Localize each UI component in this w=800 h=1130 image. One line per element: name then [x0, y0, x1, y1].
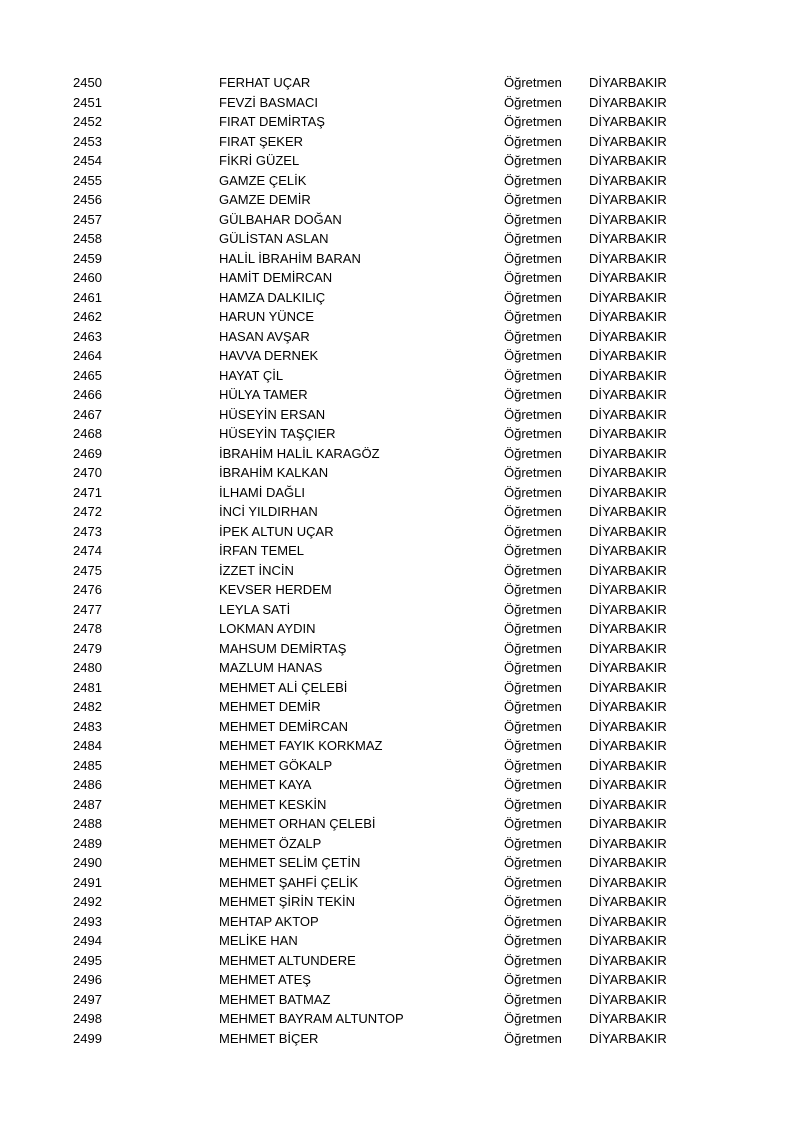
person-name: MEHMET SELİM ÇETİN [219, 855, 361, 870]
job-title: Öğretmen [504, 621, 562, 636]
job-title: Öğretmen [504, 601, 562, 617]
city-name: DİYARBAKIR [589, 933, 667, 948]
city-name: DİYARBAKIR [589, 835, 667, 851]
city-name: DİYARBAKIR [589, 192, 667, 207]
city-name: DİYARBAKIR [589, 75, 667, 90]
job-title: Öğretmen [504, 348, 562, 363]
person-name: HÜLYA TAMER [219, 387, 308, 402]
person-name: MEHMET FAYIK KORKMAZ [219, 738, 383, 753]
city-name: DİYARBAKIR [589, 231, 667, 246]
list-row [0, 171, 800, 191]
row-number: 2465 [73, 367, 102, 383]
job-title: Öğretmen [504, 387, 562, 402]
row-number: 2484 [73, 738, 102, 753]
person-name: KEVSER HERDEM [219, 582, 332, 597]
row-number: 2451 [73, 94, 102, 110]
city-name: DİYARBAKIR [589, 699, 667, 714]
city-name: DİYARBAKIR [589, 270, 667, 285]
row-number: 2492 [73, 894, 102, 909]
person-name: İBRAHİM KALKAN [219, 465, 329, 480]
list-row [0, 600, 800, 620]
city-name: DİYARBAKIR [589, 1030, 667, 1046]
job-title: Öğretmen [504, 328, 562, 344]
job-title: Öğretmen [504, 991, 562, 1007]
row-number: 2495 [73, 952, 102, 968]
job-title: Öğretmen [504, 718, 562, 734]
list-row [0, 522, 800, 542]
job-title: Öğretmen [504, 816, 562, 831]
person-name: FERHAT UÇAR [219, 75, 311, 90]
city-name: DİYARBAKIR [589, 660, 667, 675]
row-number: 2493 [73, 913, 102, 929]
city-name: DİYARBAKIR [589, 972, 667, 987]
row-number: 2480 [73, 660, 102, 675]
person-name: MEHMET BATMAZ [219, 991, 331, 1007]
row-number: 2471 [73, 484, 102, 500]
list-row [0, 93, 800, 113]
job-title: Öğretmen [504, 582, 562, 597]
list-row [0, 327, 800, 347]
job-title: Öğretmen [504, 192, 562, 207]
job-title: Öğretmen [504, 406, 562, 422]
person-name: İLHAMİ DAĞLI [219, 484, 305, 500]
city-name: DİYARBAKIR [589, 348, 667, 363]
person-name: İRFAN TEMEL [219, 543, 305, 558]
person-name: HAVVA DERNEK [219, 348, 319, 363]
list-row [0, 73, 800, 93]
city-name: DİYARBAKIR [589, 855, 667, 870]
person-name: MEHMET BAYRAM ALTUNTOP [219, 1011, 404, 1026]
city-name: DİYARBAKIR [589, 523, 667, 539]
list-row [0, 288, 800, 308]
list-row [0, 697, 800, 717]
city-name: DİYARBAKIR [589, 582, 667, 597]
city-name: DİYARBAKIR [589, 250, 667, 266]
city-name: DİYARBAKIR [589, 991, 667, 1007]
city-name: DİYARBAKIR [589, 621, 667, 636]
row-number: 2452 [73, 114, 102, 129]
list-row [0, 561, 800, 581]
job-title: Öğretmen [504, 1011, 562, 1026]
city-name: DİYARBAKIR [589, 796, 667, 812]
row-number: 2450 [73, 75, 102, 90]
job-title: Öğretmen [504, 855, 562, 870]
list-row [0, 1009, 800, 1029]
row-number: 2472 [73, 504, 102, 519]
row-number: 2475 [73, 562, 102, 578]
row-number: 2486 [73, 777, 102, 792]
list-row [0, 639, 800, 659]
list-row [0, 814, 800, 834]
person-name: GAMZE DEMİR [219, 192, 311, 207]
list-row [0, 912, 800, 932]
job-title: Öğretmen [504, 796, 562, 812]
list-row [0, 190, 800, 210]
person-name: GÜLBAHAR DOĞAN [219, 211, 342, 227]
person-name: İNCİ YILDIRHAN [219, 504, 318, 519]
row-number: 2483 [73, 718, 102, 734]
list-row [0, 502, 800, 522]
person-name: MEHMET ALTUNDERE [219, 952, 356, 968]
job-title: Öğretmen [504, 1030, 562, 1046]
job-title: Öğretmen [504, 835, 562, 851]
job-title: Öğretmen [504, 270, 562, 285]
job-title: Öğretmen [504, 679, 562, 695]
list-row [0, 424, 800, 444]
job-title: Öğretmen [504, 465, 562, 480]
city-name: DİYARBAKIR [589, 309, 667, 324]
row-number: 2474 [73, 543, 102, 558]
job-title: Öğretmen [504, 543, 562, 558]
person-name: HÜSEYİN ERSAN [219, 406, 326, 422]
person-name: MEHMET ALİ ÇELEBİ [219, 679, 348, 695]
row-number: 2453 [73, 133, 102, 149]
city-name: DİYARBAKIR [589, 133, 667, 149]
list-row [0, 873, 800, 893]
row-number: 2466 [73, 387, 102, 402]
person-name: HALİL İBRAHİM BARAN [219, 250, 361, 266]
person-name: MEHMET ATEŞ [219, 972, 311, 987]
city-name: DİYARBAKIR [589, 894, 667, 909]
row-number: 2487 [73, 796, 102, 812]
city-name: DİYARBAKIR [589, 153, 667, 168]
row-number: 2497 [73, 991, 102, 1007]
person-name: HASAN AVŞAR [219, 328, 310, 344]
row-number: 2464 [73, 348, 102, 363]
row-number: 2496 [73, 972, 102, 987]
list-row [0, 756, 800, 776]
person-name: MEHMET KAYA [219, 777, 312, 792]
list-row [0, 541, 800, 561]
city-name: DİYARBAKIR [589, 484, 667, 500]
city-name: DİYARBAKIR [589, 94, 667, 110]
person-name: MEHMET GÖKALP [219, 757, 333, 773]
job-title: Öğretmen [504, 426, 562, 441]
list-row [0, 736, 800, 756]
row-number: 2481 [73, 679, 102, 695]
job-title: Öğretmen [504, 75, 562, 90]
list-row [0, 463, 800, 483]
person-name: MEHMET KESKİN [219, 796, 327, 812]
list-row [0, 151, 800, 171]
person-name: HARUN YÜNCE [219, 309, 315, 324]
person-name: FIRAT DEMİRTAŞ [219, 114, 325, 129]
person-name: HÜSEYİN TAŞÇIER [219, 426, 336, 441]
job-title: Öğretmen [504, 757, 562, 773]
person-name: GÜLİSTAN ASLAN [219, 231, 329, 246]
row-number: 2482 [73, 699, 102, 714]
row-number: 2489 [73, 835, 102, 851]
job-title: Öğretmen [504, 231, 562, 246]
person-name: MEHMET ŞİRİN TEKİN [219, 894, 356, 909]
city-name: DİYARBAKIR [589, 777, 667, 792]
city-name: DİYARBAKIR [589, 601, 667, 617]
city-name: DİYARBAKIR [589, 913, 667, 929]
list-row [0, 970, 800, 990]
job-title: Öğretmen [504, 114, 562, 129]
list-row [0, 990, 800, 1010]
list-row [0, 346, 800, 366]
row-number: 2499 [73, 1030, 102, 1046]
job-title: Öğretmen [504, 523, 562, 539]
list-row [0, 112, 800, 132]
list-row [0, 366, 800, 386]
personnel-list [0, 73, 800, 1048]
job-title: Öğretmen [504, 640, 562, 656]
job-title: Öğretmen [504, 913, 562, 929]
city-name: DİYARBAKIR [589, 679, 667, 695]
job-title: Öğretmen [504, 504, 562, 519]
job-title: Öğretmen [504, 660, 562, 675]
row-number: 2488 [73, 816, 102, 831]
list-row [0, 775, 800, 795]
city-name: DİYARBAKIR [589, 172, 667, 188]
city-name: DİYARBAKIR [589, 640, 667, 656]
city-name: DİYARBAKIR [589, 328, 667, 344]
row-number: 2460 [73, 270, 102, 285]
list-row [0, 1029, 800, 1049]
city-name: DİYARBAKIR [589, 445, 667, 461]
row-number: 2491 [73, 874, 102, 890]
person-name: İBRAHİM HALİL KARAGÖZ [219, 445, 380, 461]
job-title: Öğretmen [504, 777, 562, 792]
job-title: Öğretmen [504, 874, 562, 890]
list-row [0, 678, 800, 698]
job-title: Öğretmen [504, 309, 562, 324]
job-title: Öğretmen [504, 738, 562, 753]
city-name: DİYARBAKIR [589, 562, 667, 578]
city-name: DİYARBAKIR [589, 738, 667, 753]
list-row [0, 132, 800, 152]
list-row [0, 307, 800, 327]
city-name: DİYARBAKIR [589, 757, 667, 773]
list-row [0, 619, 800, 639]
list-row [0, 795, 800, 815]
row-number: 2461 [73, 289, 102, 305]
row-number: 2470 [73, 465, 102, 480]
list-row [0, 717, 800, 737]
row-number: 2494 [73, 933, 102, 948]
person-name: MEHMET ÖZALP [219, 835, 322, 851]
job-title: Öğretmen [504, 894, 562, 909]
person-name: İZZET İNCİN [219, 562, 294, 578]
job-title: Öğretmen [504, 153, 562, 168]
list-row [0, 405, 800, 425]
person-name: MELİKE HAN [219, 933, 298, 948]
person-name: MEHMET ORHAN ÇELEBİ [219, 816, 376, 831]
list-row [0, 853, 800, 873]
job-title: Öğretmen [504, 699, 562, 714]
row-number: 2463 [73, 328, 102, 344]
row-number: 2498 [73, 1011, 102, 1026]
row-number: 2473 [73, 523, 102, 539]
row-number: 2454 [73, 153, 102, 168]
city-name: DİYARBAKIR [589, 211, 667, 227]
row-number: 2458 [73, 231, 102, 246]
job-title: Öğretmen [504, 952, 562, 968]
city-name: DİYARBAKIR [589, 406, 667, 422]
job-title: Öğretmen [504, 289, 562, 305]
row-number: 2455 [73, 172, 102, 188]
job-title: Öğretmen [504, 133, 562, 149]
person-name: MEHTAP AKTOP [219, 913, 319, 929]
city-name: DİYARBAKIR [589, 1011, 667, 1026]
person-name: FEVZİ BASMACI [219, 94, 318, 110]
person-name: GAMZE ÇELİK [219, 172, 307, 188]
person-name: HAMİT DEMİRCAN [219, 270, 333, 285]
list-row [0, 892, 800, 912]
job-title: Öğretmen [504, 484, 562, 500]
city-name: DİYARBAKIR [589, 952, 667, 968]
city-name: DİYARBAKIR [589, 367, 667, 383]
person-name: MEHMET BİÇER [219, 1030, 319, 1046]
person-name: MEHMET ŞAHFİ ÇELİK [219, 874, 359, 890]
person-name: FIRAT ŞEKER [219, 133, 304, 149]
row-number: 2467 [73, 406, 102, 422]
city-name: DİYARBAKIR [589, 289, 667, 305]
list-row [0, 580, 800, 600]
city-name: DİYARBAKIR [589, 504, 667, 519]
list-row [0, 229, 800, 249]
city-name: DİYARBAKIR [589, 426, 667, 441]
list-row [0, 658, 800, 678]
row-number: 2469 [73, 445, 102, 461]
list-row [0, 210, 800, 230]
job-title: Öğretmen [504, 211, 562, 227]
person-name: İPEK ALTUN UÇAR [219, 523, 334, 539]
job-title: Öğretmen [504, 172, 562, 188]
row-number: 2490 [73, 855, 102, 870]
city-name: DİYARBAKIR [589, 114, 667, 129]
person-name: MAHSUM DEMİRTAŞ [219, 640, 347, 656]
row-number: 2468 [73, 426, 102, 441]
person-name: MAZLUM HANAS [219, 660, 323, 675]
person-name: LEYLA SATİ [219, 601, 291, 617]
city-name: DİYARBAKIR [589, 387, 667, 402]
city-name: DİYARBAKIR [589, 874, 667, 890]
list-row [0, 931, 800, 951]
person-name: HAYAT ÇİL [219, 367, 284, 383]
person-name: FİKRİ GÜZEL [219, 153, 300, 168]
city-name: DİYARBAKIR [589, 543, 667, 558]
list-row [0, 444, 800, 464]
list-row [0, 268, 800, 288]
row-number: 2485 [73, 757, 102, 773]
city-name: DİYARBAKIR [589, 465, 667, 480]
row-number: 2479 [73, 640, 102, 656]
person-name: MEHMET DEMİRCAN [219, 718, 349, 734]
list-row [0, 951, 800, 971]
list-row [0, 834, 800, 854]
row-number: 2476 [73, 582, 102, 597]
job-title: Öğretmen [504, 972, 562, 987]
person-name: LOKMAN AYDIN [219, 621, 316, 636]
job-title: Öğretmen [504, 933, 562, 948]
list-row [0, 385, 800, 405]
person-name: HAMZA DALKILIÇ [219, 289, 326, 305]
list-row [0, 483, 800, 503]
row-number: 2457 [73, 211, 102, 227]
city-name: DİYARBAKIR [589, 816, 667, 831]
list-row [0, 249, 800, 269]
job-title: Öğretmen [504, 250, 562, 266]
job-title: Öğretmen [504, 562, 562, 578]
row-number: 2462 [73, 309, 102, 324]
row-number: 2456 [73, 192, 102, 207]
job-title: Öğretmen [504, 94, 562, 110]
job-title: Öğretmen [504, 445, 562, 461]
job-title: Öğretmen [504, 367, 562, 383]
person-name: MEHMET DEMİR [219, 699, 321, 714]
row-number: 2459 [73, 250, 102, 266]
city-name: DİYARBAKIR [589, 718, 667, 734]
row-number: 2477 [73, 601, 102, 617]
row-number: 2478 [73, 621, 102, 636]
